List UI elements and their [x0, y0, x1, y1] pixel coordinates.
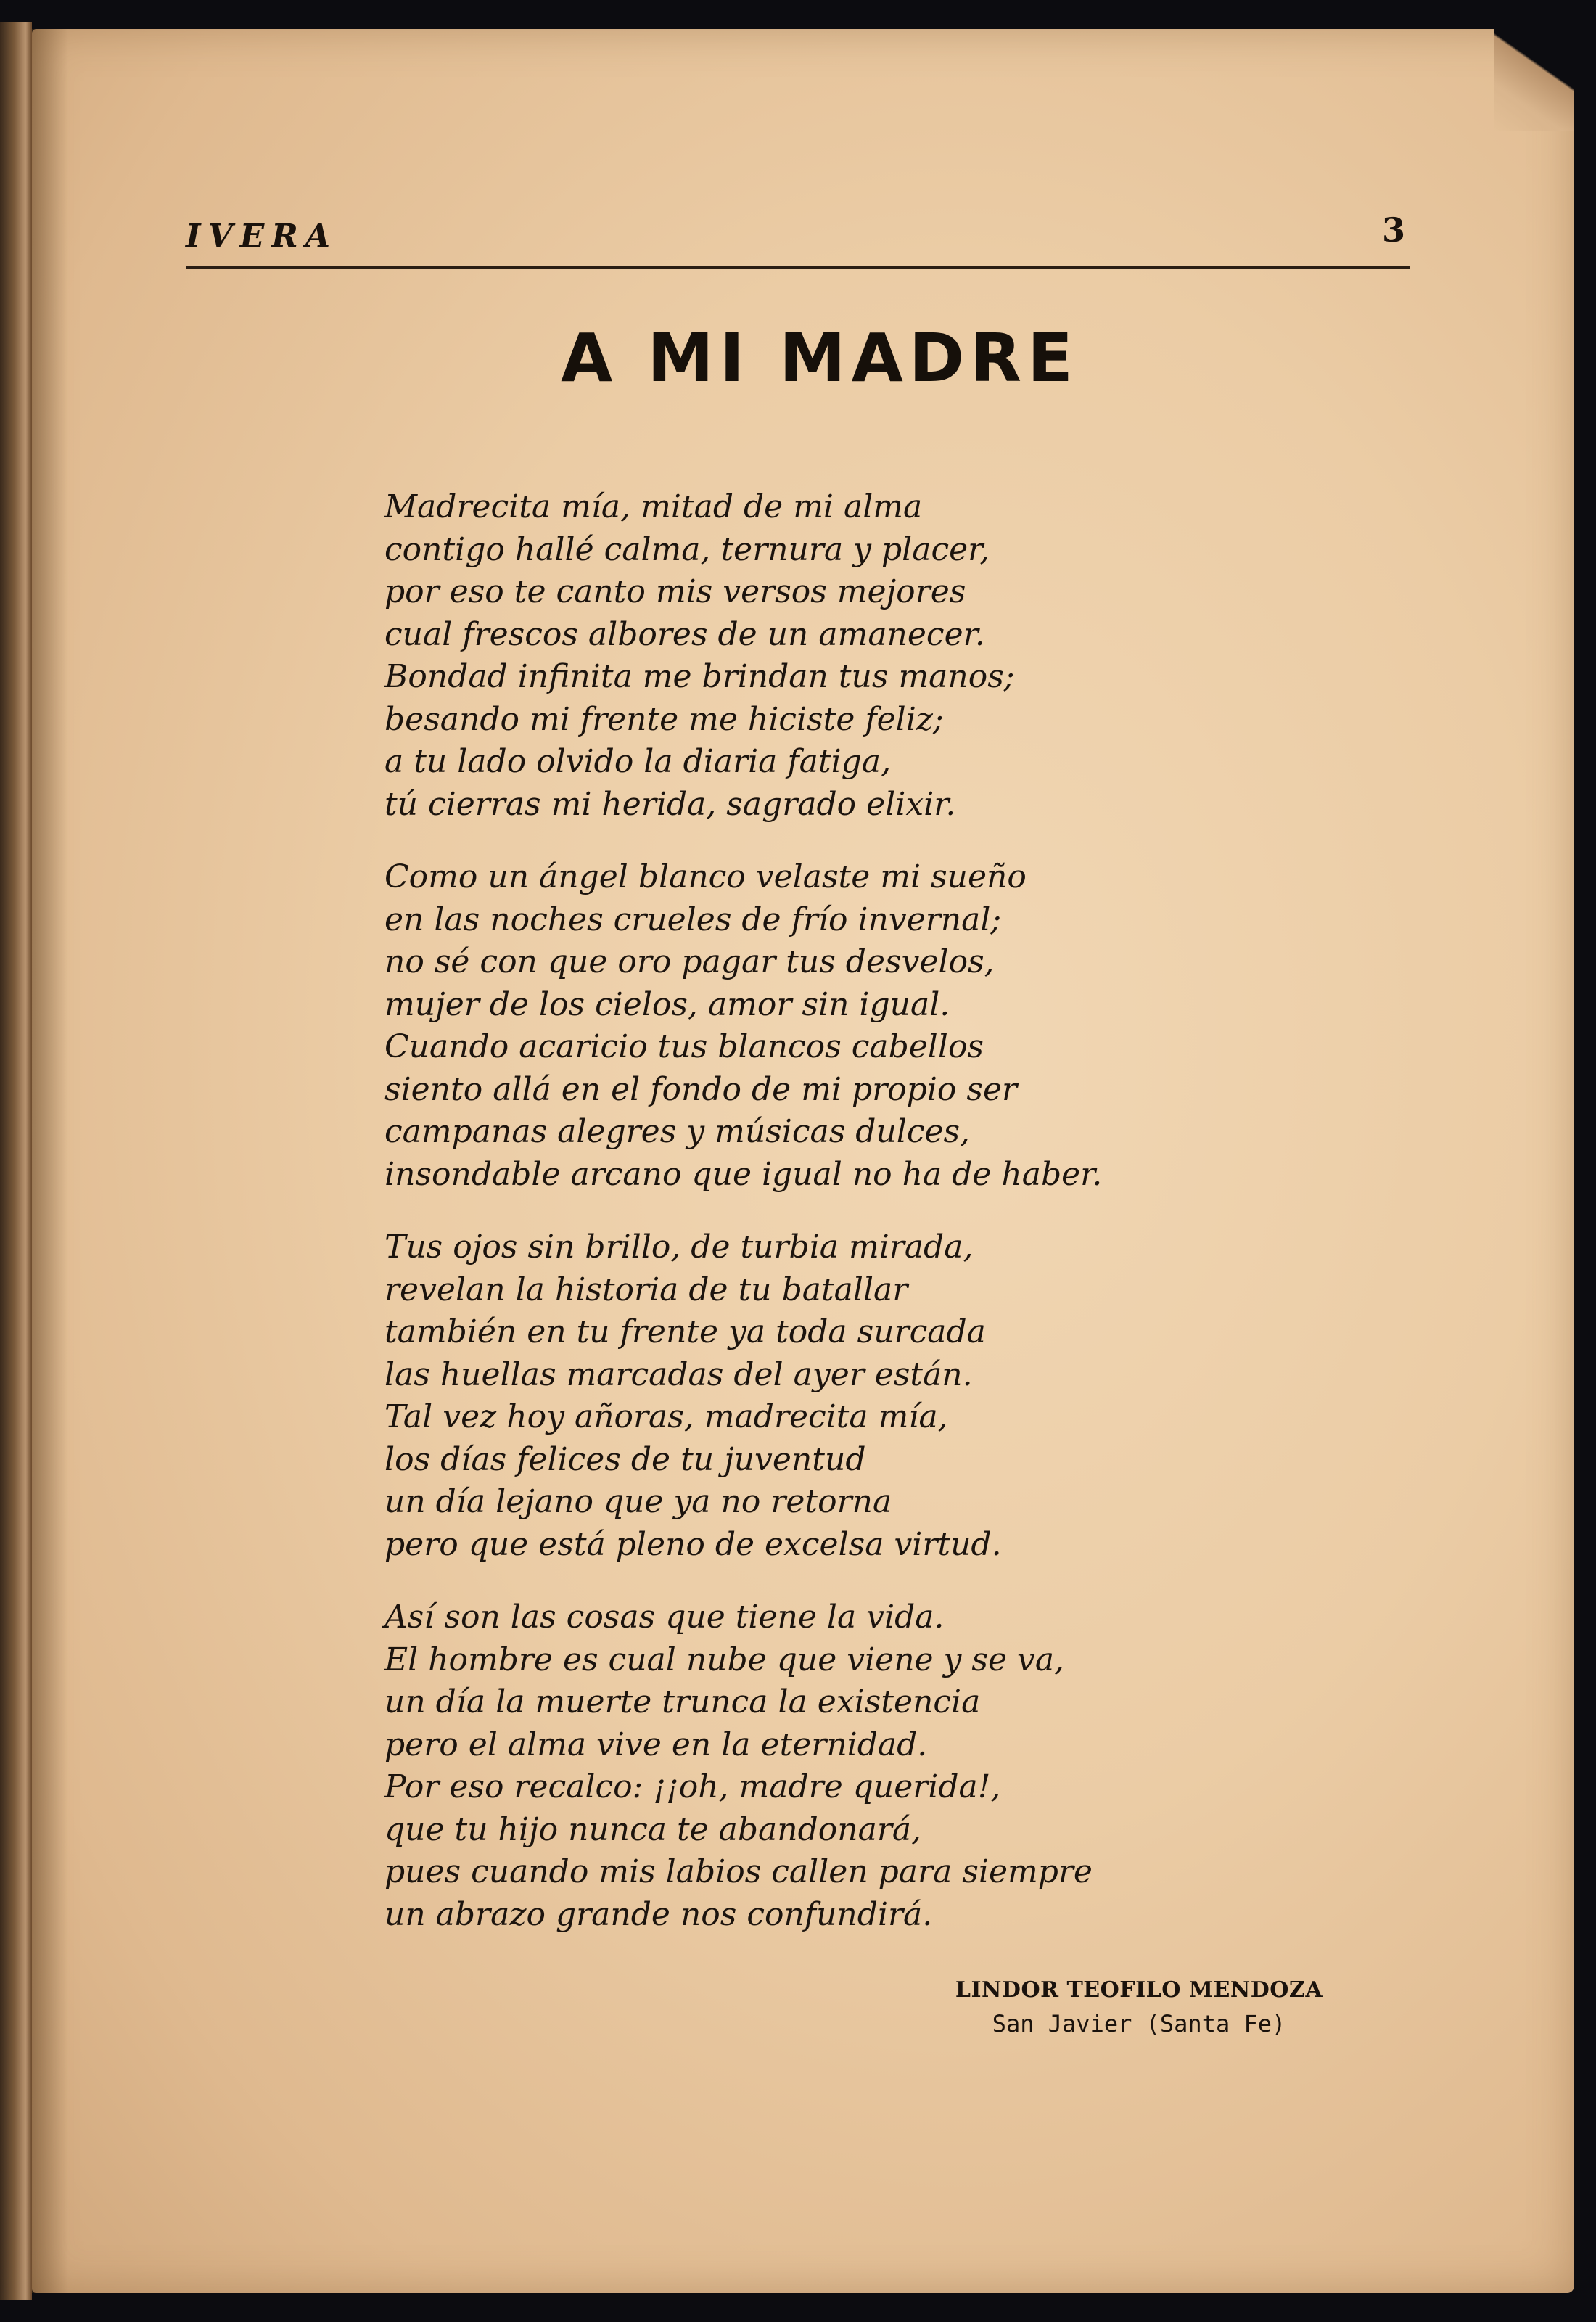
poem-line: un abrazo grande nos confundirá.: [384, 1895, 933, 1933]
poem-line: Bondad infinita me brindan tus manos;: [384, 658, 1015, 695]
poem-line: contigo hallé calma, ternura y placer,: [384, 530, 990, 568]
poem-line: también en tu frente ya toda surcada: [384, 1313, 986, 1350]
poem-line: El hombre es cual nube que viene y se va,: [384, 1641, 1065, 1678]
poem-line: no sé con que oro pagar tus desvelos,: [384, 943, 995, 980]
author-name: LINDOR TEOFILO MENDOZA: [955, 1977, 1323, 2003]
poem-line: mujer de los cielos, amor sin igual.: [384, 985, 950, 1023]
poem-line: Tus ojos sin brillo, de turbia mirada,: [384, 1228, 974, 1265]
poem-line: un día la muerte trunca la existencia: [384, 1683, 981, 1720]
poem-line: Así son las cosas que tiene la vida.: [384, 1599, 945, 1636]
header-rule: [186, 266, 1410, 269]
poem-line: siento allá en el fondo de mi propio ser: [384, 1070, 1018, 1108]
poem-line: que tu hijo nunca te abandonará,: [384, 1810, 922, 1848]
poem-body: [384, 486, 1284, 1966]
poem-line: las huellas marcadas del ayer están.: [384, 1355, 973, 1393]
poem-line: pero el alma vive en la eternidad.: [384, 1726, 928, 1763]
page-number: 3: [1382, 210, 1406, 250]
page-corner-fold: [1494, 29, 1574, 131]
poem-line: pero que está pleno de excelsa virtud.: [384, 1525, 1002, 1563]
stanza-3: [384, 1226, 1284, 1566]
poem-line: en las noches crueles de frío invernal;: [384, 901, 1002, 938]
stanza-4: [384, 1596, 1284, 1936]
book-gutter: [0, 22, 32, 2300]
poem-line: insondable arcano que igual no ha de haber.: [384, 1155, 1103, 1193]
poem-line: un día lejano que ya no retorna: [384, 1483, 892, 1520]
page-binding-shadow: [32, 29, 68, 2293]
author-location: San Javier (Santa Fe): [992, 2010, 1286, 2038]
poem-line: besando mi frente me hiciste feliz;: [384, 700, 944, 738]
poem-line: los días felices de tu juventud: [384, 1440, 866, 1478]
poem-line: tú cierras mi herida, sagrado elixir.: [384, 785, 956, 823]
stanza-1: [384, 486, 1284, 826]
stanza-2: [384, 856, 1284, 1196]
poem-line: Por eso recalco: ¡¡oh, madre querida!,: [384, 1768, 1001, 1805]
poem-line: Madrecita mía, mitad de mi alma: [384, 488, 923, 525]
poem-line: Como un ángel blanco velaste mi sueño: [384, 858, 1027, 895]
poem-line: campanas alegres y músicas dulces,: [384, 1113, 971, 1150]
poem-line: cual frescos albores de un amanecer.: [384, 615, 985, 653]
running-header-title: IVERA: [186, 218, 337, 255]
poem-line: Cuando acaricio tus blancos cabellos: [384, 1028, 984, 1065]
poem-line: pues cuando mis labios callen para siempre: [384, 1853, 1093, 1890]
poem-line: Tal vez hoy añoras, madrecita mía,: [384, 1398, 948, 1435]
poem-title: A MI MADRE: [561, 319, 1079, 397]
signature-block: [936, 1974, 1342, 2040]
poem-line: por eso te canto mis versos mejores: [384, 573, 966, 610]
poem-line: a tu lado olvido la diaria fatiga,: [384, 743, 892, 780]
poem-line: revelan la historia de tu batallar: [384, 1271, 908, 1308]
